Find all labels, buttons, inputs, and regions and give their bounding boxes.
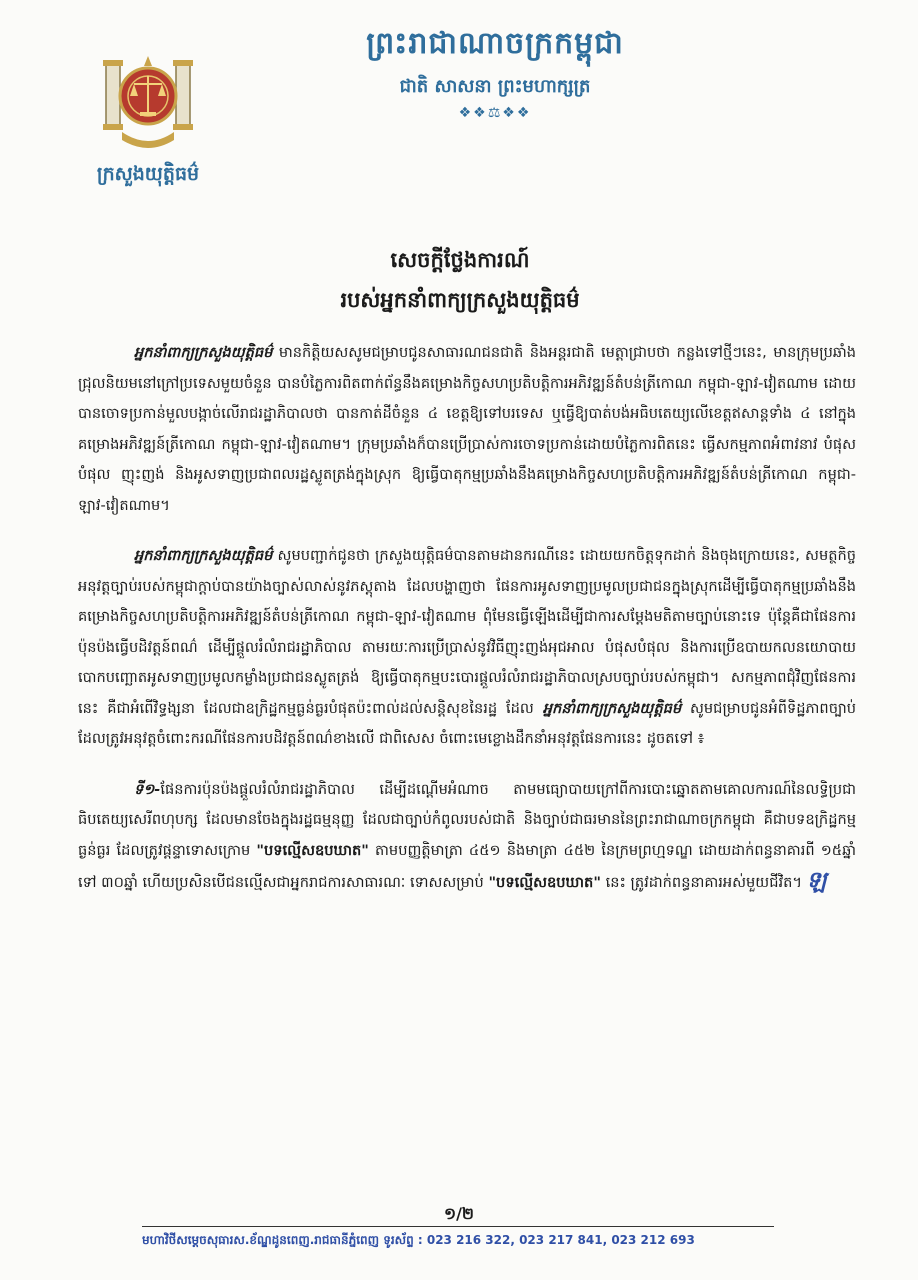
ministry-emblem-icon bbox=[100, 52, 196, 156]
statement-body bbox=[78, 338, 856, 919]
kingdom-motto: ជាតិ សាសនា ព្រះមហាក្សត្រ bbox=[399, 76, 591, 97]
footer-address: មហាវិថីសម្តេចសុធារស.ខ័ណ្ឌដូនពេញ.រាជធានីភ្នំពេញ ទូរស័ព្ទ : 023 216 322, 023 217 841, 023 212 693 bbox=[142, 1233, 695, 1247]
item-1-text-a: ផែនការប៉ុនប៉ងផ្តួលរំលំរាជរដ្ឋាភិបាល ដើម្បីដណ្តើមអំណាច តាមមធ្យោបាយក្រៅពីការបោះឆ្នោតតាមគោលការណ៍នៃលទ្ធិប្រជាធិបតេយ្យសេរីពហុបក្ស ដែលមានចែងក្នុងរដ្ឋធម្មនុញ្ញ ដែលជាច្បាប់កំពូលរបស់ជាតិ និងច្បាប់ជាធរមាននៃព្រះរាជាណាចក្រកម្ពុជា គឺជាបទឧក្រិដ្ឋកម្មធ្ងន់ធ្ងរ ដែលត្រូវផ្តន្ទាទោសក្រោម bbox=[78, 780, 856, 859]
spokesperson-label: អ្នកនាំពាក្យក្រសួងយុត្តិធម៌ bbox=[134, 547, 273, 564]
kingdom-title: ព្រះរាជាណាចក្រកម្ពុជា bbox=[366, 26, 624, 61]
footer-divider bbox=[142, 1226, 774, 1227]
spokesperson-label: អ្នកនាំពាក្យក្រសួងយុត្តិធម៌ bbox=[134, 344, 273, 361]
crime-term: "បទល្មើសឧបឃាត" bbox=[256, 841, 369, 859]
spokesperson-label: អ្នកនាំពាក្យក្រសួងយុត្តិធម៌ bbox=[542, 699, 682, 717]
ministry-name: ក្រសួងយុត្តិធម៌ bbox=[96, 163, 200, 185]
item-1-text-c: នេះ ត្រូវដាក់ពន្ធនាគារអស់មួយជីវិត។ bbox=[600, 874, 802, 891]
paragraph-1-text: មានកិត្តិយសសូមជម្រាបជូនសាធារណជនជាតិ និងអន្តរជាតិ មេត្តាជ្រាបថា កន្លងទៅថ្មីៗនេះ, មានក្រុមប្រឆាំងជ្រុលនិយមនៅក្រៅប្រទេសមួយចំនួន បានបំភ្លៃការពិតពាក់ព័ន្ធនឹងគម្រោងកិច្ចសហប្រតិបត្តិការអភិវឌ្ឍន៍តំបន់ត្រីកោណ កម្ពុជា-ឡាវ-វៀតណាម ដោយបានចោទប្រកាន់មួលបង្កាច់លើរាជរដ្ឋាភិបាលថា បានកាត់ដីចំនួន ៤ ខេត្តឱ្យទៅបរទេស ឬធ្វើឱ្យបាត់បង់អធិបតេយ្យលើខេត្តឥសាន្តទាំង ៤ នៅក្នុងគម្រោងអភិវឌ្ឍន៍ត្រីកោណ កម្ពុជា-ឡាវ-វៀតណាម។ ក្រុមប្រឆាំងក៏បានប្រើប្រាស់ការចោទប្រកាន់ដោយបំភ្លៃការពិតនេះ ធ្វើសកម្មភាពអំពាវនាវ បំផុសបំផុល ញុះញង់ និងអូសទាញប្រជាពលរដ្ឋស្លូតត្រង់ក្នុងស្រុក ឱ្យធ្វើបាតុកម្មប្រឆាំងនឹងគម្រោងកិច្ចសហប្រតិបត្តិការអភិវឌ្ឍន៍តំបន់ត្រីកោណ កម្ពុជា-ឡាវ-វៀតណាម។ bbox=[78, 344, 856, 514]
paragraph-2-text-a: សូមបញ្ជាក់ជូនថា ក្រសួងយុត្តិធម៌បានតាមដានករណីនេះ ដោយយកចិត្តទុកដាក់ និងចុងក្រោយនេះ, សមត្ថកិច្ចអនុវត្តច្បាប់របស់កម្ពុជាក្តាប់បានយ៉ាងច្បាស់លាស់នូវភស្តុតាង ដែលបង្ហាញថា ផែនការអូសទាញប្រមូលប្រជាជនក្នុងស្រុកដើម្បីធ្វើបាតុកម្មប្រឆាំងនឹងគម្រោងកិច្ចសហប្រតិបត្តិការអភិវឌ្ឍន៍តំបន់ត្រីកោណ កម្ពុជា-ឡាវ-វៀតណាម ពុំមែនធ្វើឡើងដើម្បីជាការសម្តែងមតិតាមច្បាប់នោះទេ ប៉ុន្តែគឺជាផែនការប៉ុនប៉ងធ្វើបដិវត្តន៍ពណ៌ ដើម្បីផ្តួលរំលំរាជរដ្ឋាភិបាល តាមរយៈការប្រើប្រាស់នូវវិធីញុះញង់អុជអាល បំផុសបំផុល និងការប្រើឧបាយកលនយោបាយបោកបញ្ឆោតអូសទាញប្រមូលកម្លាំងប្រជាជនស្លូតត្រង់ ឱ្យធ្វើបាតុកម្មបះបោរផ្តួលរំលំរាជរដ្ឋាភិបាលស្របច្បាប់របស់កម្ពុជា។ សកម្មភាពជុំវិញផែនការនេះ គឺជាអំពើវិទ្ធង្សនា ដែលជាឧក្រិដ្ឋកម្មធ្ងន់ធ្ងរបំផុតប៉ះពាល់ដល់សន្តិសុខនៃរដ្ឋ ដែល bbox=[78, 547, 856, 717]
paragraph-1 bbox=[78, 338, 856, 521]
page-number: ១/២ bbox=[443, 1204, 475, 1223]
ministry-logo-block bbox=[78, 52, 218, 190]
paragraph-2 bbox=[78, 541, 856, 755]
title-line-2: របស់អ្នកនាំពាក្យក្រសួងយុត្តិធម៌ bbox=[340, 287, 580, 312]
document-title bbox=[150, 240, 770, 320]
paragraph-item-1 bbox=[78, 775, 856, 899]
kingdom-header bbox=[260, 24, 730, 121]
item-1-label: ទី១- bbox=[134, 780, 161, 798]
title-line-1: សេចក្តីថ្លែងការណ៍ bbox=[390, 247, 530, 272]
crime-term: "បទល្មើសឧបឃាត" bbox=[488, 874, 601, 891]
paragraph-2-text-b: សូមជម្រាបជូនអំពីទិដ្ឋភាពច្បាប់ ដែលត្រូវអនុវត្តចំពោះករណីផែនការបដិវត្តន៍ពណ៌ខាងលើ ជាពិសេស ចំពោះមេខ្លោងដឹកនាំអនុវត្តផែនការនេះ ដូចតទៅ ៖ bbox=[78, 699, 856, 747]
ornament-divider: ❖❖⚖❖❖ bbox=[458, 105, 532, 121]
item-1-text-b: តាមបញ្ញត្តិមាត្រា ៤៥១ និងមាត្រា ៤៥២ នៃក្រមព្រហ្មទណ្ឌ ដោយដាក់ពន្ធនាគារពី ១៥ឆ្នាំ ទៅ ៣០ឆ្នាំ ហើយប្រសិនបើជនល្មើសជាអ្នករាជការសាធារណៈ ទោសសម្រាប់ bbox=[78, 841, 856, 891]
handwritten-initial: ឡ bbox=[806, 868, 827, 893]
